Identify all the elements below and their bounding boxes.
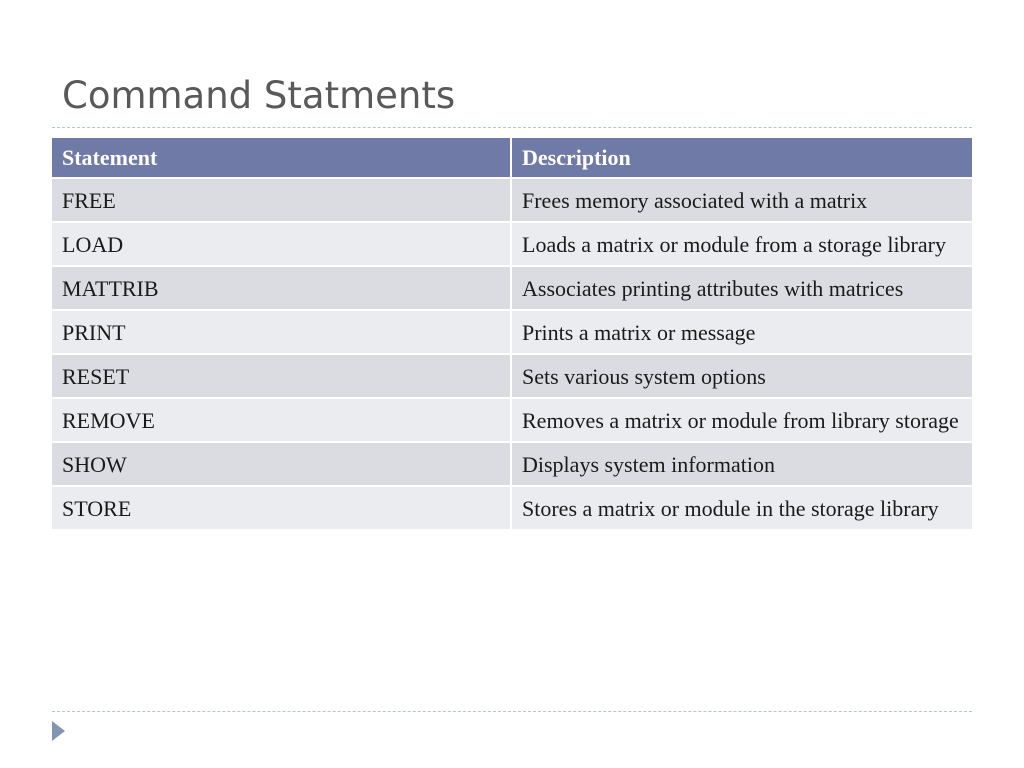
footer-divider <box>52 711 972 712</box>
table-row <box>52 223 972 267</box>
table-row <box>52 399 972 443</box>
table-row <box>52 355 972 399</box>
title-divider <box>52 127 972 128</box>
command-table <box>52 138 972 531</box>
statement-cell: MATTRIB <box>52 267 512 311</box>
triangle-arrow-right-icon <box>52 721 65 741</box>
statement-cell: REMOVE <box>52 399 512 443</box>
header-statement: Statement <box>52 138 512 179</box>
statement-cell: PRINT <box>52 311 512 355</box>
table-row <box>52 443 972 487</box>
description-cell: Frees memory associated with a matrix <box>512 179 972 223</box>
statement-cell: STORE <box>52 487 512 531</box>
statement-cell: RESET <box>52 355 512 399</box>
table-row <box>52 487 972 531</box>
description-cell: Displays system information <box>512 443 972 487</box>
description-cell: Prints a matrix or message <box>512 311 972 355</box>
description-cell: Sets various system options <box>512 355 972 399</box>
table-row <box>52 267 972 311</box>
slide-title: Command Statments <box>62 74 456 117</box>
table-header-row <box>52 138 972 179</box>
table-row <box>52 311 972 355</box>
table-row <box>52 179 972 223</box>
description-cell: Removes a matrix or module from library storage <box>512 399 972 443</box>
description-cell: Stores a matrix or module in the storage library <box>512 487 972 531</box>
statement-cell: LOAD <box>52 223 512 267</box>
statement-cell: FREE <box>52 179 512 223</box>
statement-cell: SHOW <box>52 443 512 487</box>
header-description: Description <box>512 138 972 179</box>
description-cell: Associates printing attributes with matrices <box>512 267 972 311</box>
description-cell: Loads a matrix or module from a storage library <box>512 223 972 267</box>
